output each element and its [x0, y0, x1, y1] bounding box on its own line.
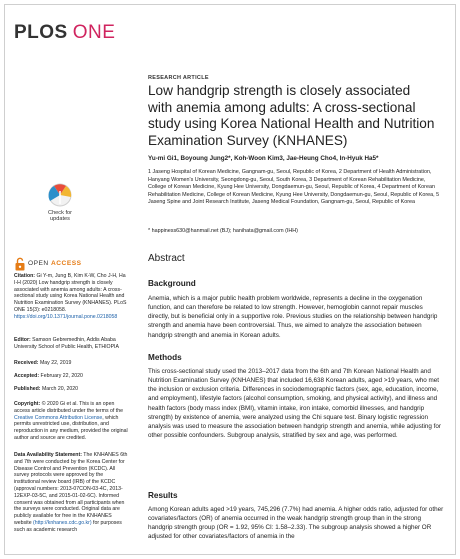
received-label: Received: — [14, 360, 39, 366]
article-title: Low handgrip strength is closely associated with anemia among adults: A cross-sectional study using Korea National Health and Nutrition Examination Survey (KNHANES) — [148, 83, 435, 148]
article-type: RESEARCH ARTICLE — [148, 75, 209, 81]
open-access-icon — [14, 257, 26, 271]
accepted-label: Accepted: — [14, 373, 40, 379]
background-text: Anemia, which is a major public health problem worldwide, represents a decline in the oxygenation function, and can therefore be related to low strength. However, hemoglobin cannot repair muscles directly, but is beneficial only in a supportive role. Previous studies on the relationship between handgrip strength and anemia have been controversial. Thus, we aimed to analyze the association between handgrip strength and anemia in Korean adults. — [148, 295, 438, 339]
methods-text: This cross-sectional study used the 2013–2017 data from the 6th and 7th Korean National Health and Nutrition Examination Survey (KNHANES) that included 16,638 Korean adults, aged >19 years, who met the inclusion or exclusion criteria. Differences in sociodemographic factors (sex, age, education, income, and employment), lifestyle factors (alcohol consumption, smoking, and physical activity), and illness and health factors (body mass index (BMI), vitamin intake, iron intake, comorbid illnesses, and handgrip strength) by existence of anemia, were analyzed using the Chi square test. Binary logistic regression analysis was used to measure the association between handgrip strength and anemia, while adjusting for other possible confounders. Subgroup analysis, stratified by sex and age, was performed. — [148, 368, 441, 440]
access-word: ACCESS — [51, 260, 82, 267]
citation-doi-link[interactable]: https://doi.org/10.1371/journal.pone.0218058 — [14, 313, 118, 320]
accepted-value: February 22, 2020 — [40, 373, 83, 379]
citation-text: Gi Y-m, Jung B, Kim K-W, Cho J-H, Ha I-H (2020) Low handgrip strength is closely associated with anemia among adults: A cross-sectional study using Korea National Health and Nutrition Examination Survey (KNHANES). PLoS ONE 15(3): e0218058. — [14, 273, 127, 313]
abstract-heading: Abstract — [148, 253, 185, 264]
published-date — [14, 386, 130, 393]
open-access-label — [28, 260, 82, 267]
logo-plos: PLOS — [14, 22, 68, 43]
editor-text: Samson Gebremedhin, Addis Ababa University School of Public Health, ETHIOPIA — [14, 337, 119, 350]
data-availability-post: for purposes such as academic research — [14, 519, 122, 533]
data-availability-label: Data Availability Statement: — [14, 452, 82, 458]
crossmark-line1: Check for — [48, 210, 72, 216]
data-availability — [14, 452, 130, 534]
results-text: Among Korean adults aged >19 years, 745,296 (7.7%) had anemia. A higher odds ratio, adjusted for other covariates/factors (OR) of anemia occurred in the weak handgrip strength group than in the strong handgrip strength group (OR = 1.92, 95% CI: 1.58–2.33). The subgroup analysis showed a higher OR adjusted for other covariates/factors of anemia in the — [148, 506, 444, 541]
journal-logo[interactable] — [14, 22, 115, 44]
copyright-text-post: , which permits unrestricted use, distribution, and reproduction in any medium, provided the original author and source are credited. — [14, 414, 128, 441]
citation-label: Citation: — [14, 273, 36, 279]
affiliations: 1 Jaseng Hospital of Korean Medicine, Gangnam-gu, Seoul, Republic of Korea, 2 Department of Health Administration, Hanyang Women's University, Seongdong-gu, Seoul, South Korea, 3 Department of Korean Rehabilitation Medicine, College of Korean Medicine, Kyung Hee University, Dongdaemun-gu, Seoul, Republic of Korea, 4 Department of Korean Rehabilitation Medicine, College of Korean Medicine, Kyung Hee University, Dongdaemun-gu, Seoul, Republic of Korea, 5 Jaseng Spine and Joint Research Institute, Jaseng Medical Foundation, Gangnam-gu, Seoul, Republic of Korea — [148, 169, 440, 206]
results-heading: Results — [148, 491, 178, 500]
author-list: Yu-mi Gi1, Boyoung Jung2*, Koh-Woon Kim3, Jae-Heung Cho4, In-Hyuk Ha5* — [148, 155, 379, 162]
published-value: March 20, 2020 — [41, 386, 79, 392]
copyright-label: Copyright: — [14, 401, 41, 407]
published-label: Published: — [14, 386, 41, 392]
data-availability-text: The KNHANES 6th and 7th were conducted by the Korea Center for Disease Control and Prevention (KCDC). All survey protocols were approved by the institutional review board (IRB) of the KCDC (approval numbers: 2013-07CON-03-4C, 2013-12EXP-03-5C, and 2015-01-02-6C). Informed consent was obtained from all participants when the surveys were conducted. Original data are publicly available for free in the KNHANES website — [14, 452, 128, 526]
crossmark-line2: updates — [50, 216, 70, 223]
accepted-date — [14, 373, 130, 380]
copyright-text-pre: © 2020 Gi et al. This is an open access article distributed under the terms of the — [14, 401, 123, 414]
citation — [14, 273, 130, 321]
logo-one: ONE — [72, 22, 116, 43]
crossmark-label — [33, 210, 87, 223]
open-word: OPEN — [28, 260, 49, 267]
background-heading: Background — [148, 279, 196, 288]
corresponding-email[interactable]: * happiness630@hanmail.net (BJ); hanihata@gmail.com (IHH) — [148, 228, 298, 234]
cc-license-link[interactable]: Creative Commons Attribution License — [14, 414, 103, 421]
editor — [14, 337, 130, 351]
editor-label: Editor: — [14, 337, 31, 343]
knhanes-link[interactable]: (http://knhanes.cdc.go.kr) — [33, 519, 92, 526]
copyright — [14, 401, 130, 442]
methods-heading: Methods — [148, 353, 182, 362]
received-value: May 22, 2019 — [39, 360, 72, 366]
received-date — [14, 360, 130, 367]
page — [4, 4, 456, 555]
